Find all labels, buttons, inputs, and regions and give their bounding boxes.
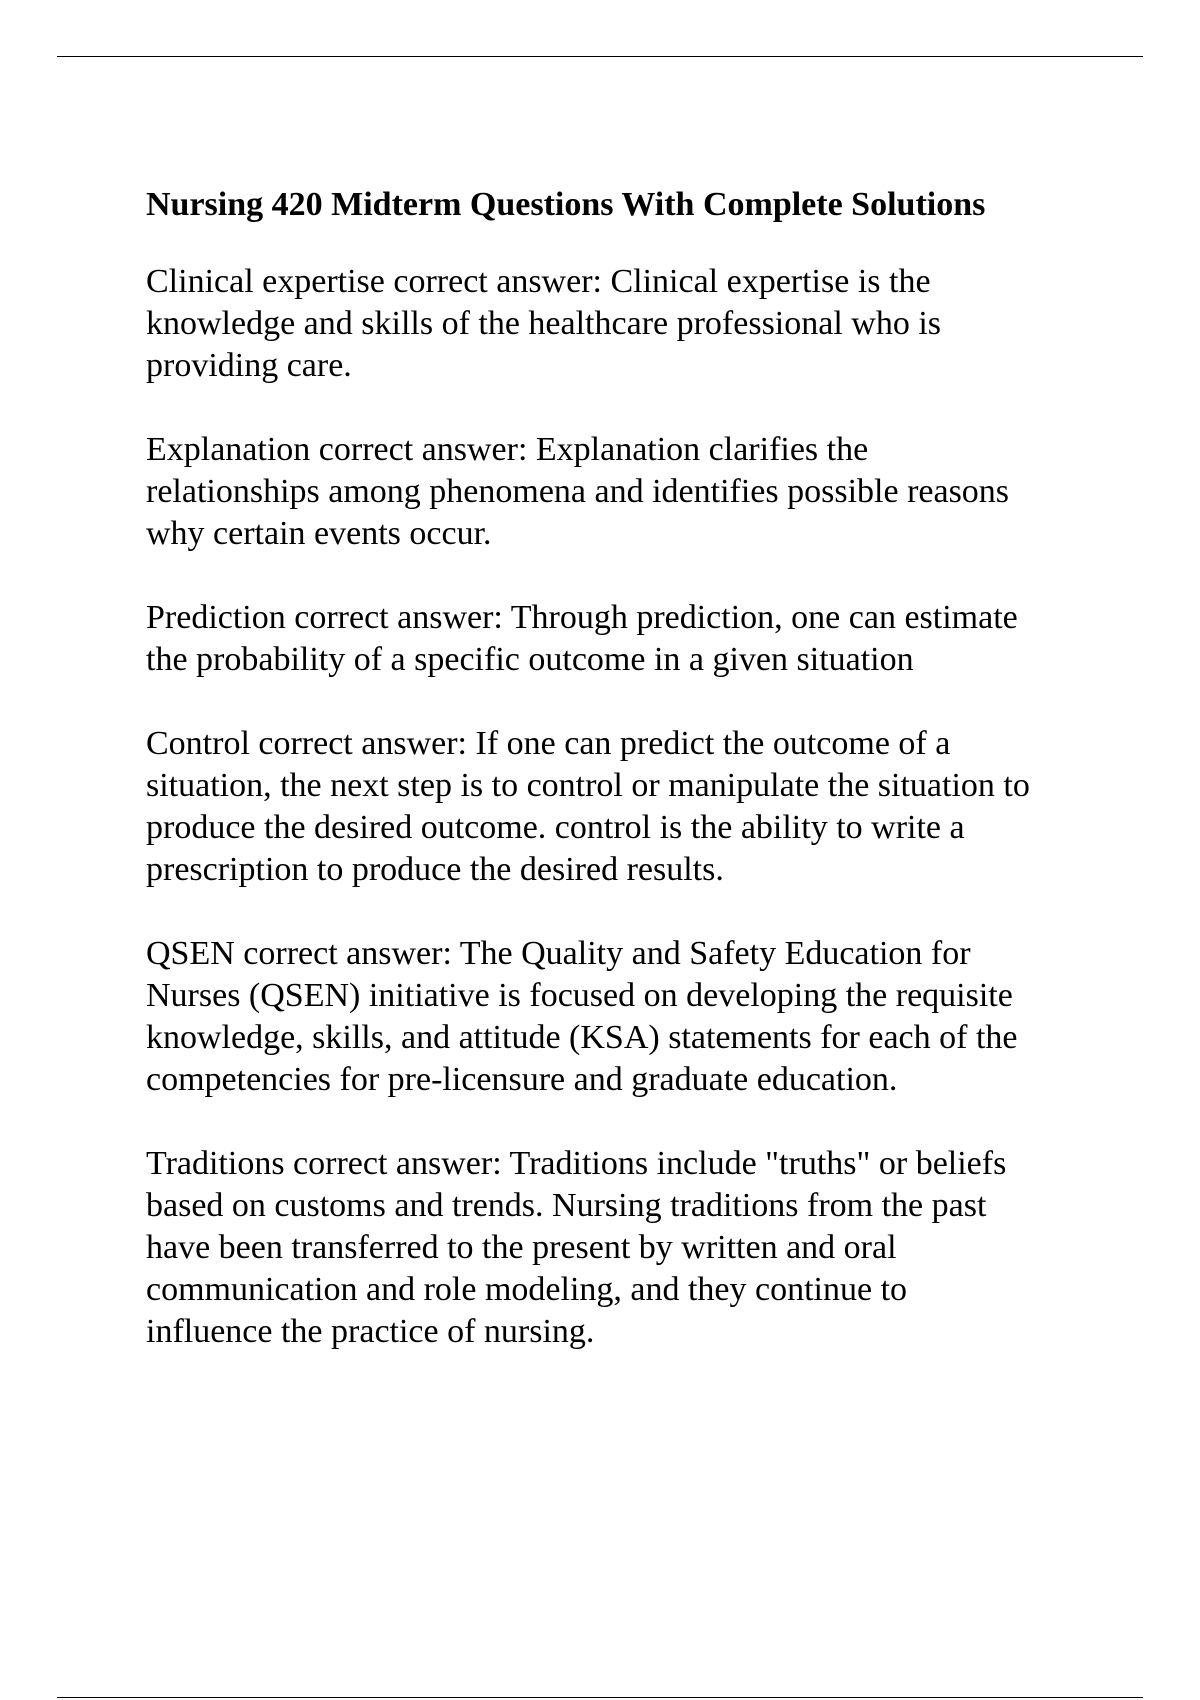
qa-line: providing care.: [146, 347, 352, 384]
qa-line: have been transferred to the present by written and oral: [146, 1229, 897, 1266]
qa-line: knowledge and skills of the healthcare professional who is: [146, 305, 942, 342]
qa-line: based on customs and trends. Nursing traditions from the past: [146, 1187, 987, 1224]
qa-line: QSEN correct answer: The Quality and Safety Education for: [146, 935, 971, 972]
qa-entry-prediction: [146, 597, 1146, 681]
qa-entry-traditions: [146, 1143, 1146, 1353]
document-body: [146, 184, 1146, 1395]
qa-line: why certain events occur.: [146, 515, 492, 552]
qa-line: communication and role modeling, and they continue to: [146, 1271, 908, 1308]
qa-line: Traditions correct answer: Traditions include "truths" or beliefs: [146, 1145, 1007, 1182]
bottom-rule: [57, 1697, 1143, 1698]
qa-line: competencies for pre-licensure and graduate education.: [146, 1061, 898, 1098]
top-rule: [57, 56, 1143, 57]
qa-line: produce the desired outcome. control is the ability to write a: [146, 809, 965, 846]
qa-line: Nurses (QSEN) initiative is focused on developing the requisite: [146, 977, 1013, 1014]
qa-line: Prediction correct answer: Through prediction, one can estimate: [146, 599, 1018, 636]
qa-line: Explanation correct answer: Explanation clarifies the: [146, 431, 869, 468]
qa-line: relationships among phenomena and identifies possible reasons: [146, 473, 1010, 510]
qa-line: knowledge, skills, and attitude (KSA) statements for each of the: [146, 1019, 1018, 1056]
qa-entry-clinical-expertise: [146, 261, 1146, 387]
qa-line: influence the practice of nursing.: [146, 1313, 595, 1350]
qa-line: situation, the next step is to control or manipulate the situation to: [146, 767, 1030, 804]
document-title: Nursing 420 Midterm Questions With Complete Solutions: [146, 186, 986, 223]
qa-line: the probability of a specific outcome in a given situation: [146, 641, 914, 678]
qa-entry-control: [146, 723, 1146, 891]
qa-entry-qsen: [146, 933, 1146, 1101]
qa-line: prescription to produce the desired results.: [146, 851, 724, 888]
qa-line: Clinical expertise correct answer: Clinical expertise is the: [146, 263, 931, 300]
qa-entry-explanation: [146, 429, 1146, 555]
qa-line: Control correct answer: If one can predict the outcome of a: [146, 725, 951, 762]
